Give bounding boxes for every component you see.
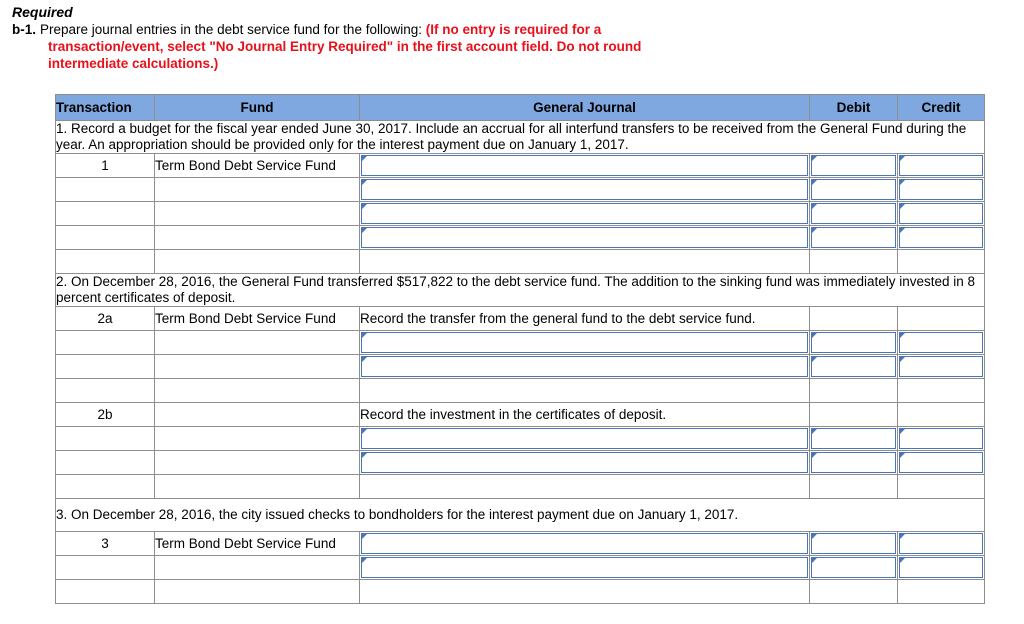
fund-name: Term Bond Debt Service Fund <box>155 307 360 331</box>
debit-field[interactable] <box>810 331 898 355</box>
table-row <box>56 331 985 355</box>
dropdown-marker-icon <box>811 203 818 210</box>
table-row <box>56 178 985 202</box>
dropdown-marker-icon <box>899 179 906 186</box>
account-field[interactable] <box>360 355 810 379</box>
account-field[interactable] <box>360 451 810 475</box>
debit-field[interactable] <box>810 355 898 379</box>
account-field[interactable] <box>360 202 810 226</box>
debit-field[interactable] <box>810 178 898 202</box>
credit-field[interactable] <box>898 202 985 226</box>
b1-instruction <box>12 21 712 38</box>
header-transaction: Transaction <box>56 95 155 121</box>
table-row <box>56 355 985 379</box>
account-field[interactable] <box>360 154 810 178</box>
transaction-number: 1 <box>56 154 155 178</box>
instructions <box>12 4 712 72</box>
dropdown-marker-icon <box>811 356 818 363</box>
debit-field[interactable] <box>810 556 898 580</box>
dropdown-marker-icon <box>899 155 906 162</box>
credit-field[interactable] <box>898 178 985 202</box>
fund-name: Term Bond Debt Service Fund <box>155 154 360 178</box>
account-field[interactable] <box>360 226 810 250</box>
dropdown-marker-icon <box>811 179 818 186</box>
dropdown-marker-icon <box>811 155 818 162</box>
header-general-journal: General Journal <box>360 95 810 121</box>
debit-field[interactable] <box>810 532 898 556</box>
table-row <box>56 202 985 226</box>
dropdown-marker-icon <box>811 227 818 234</box>
credit-field[interactable] <box>898 532 985 556</box>
dropdown-marker-icon <box>811 557 818 564</box>
header-debit: Debit <box>810 95 898 121</box>
table-row <box>56 307 985 331</box>
dropdown-marker-icon <box>899 428 906 435</box>
dropdown-marker-icon <box>899 203 906 210</box>
dropdown-marker-icon <box>361 332 368 339</box>
dropdown-marker-icon <box>811 533 818 540</box>
b1-red-note-2: transaction/event, select "No Journal Entry Required" in the first account field. Do not round <box>48 39 642 54</box>
table-row <box>56 427 985 451</box>
debit-field[interactable] <box>810 427 898 451</box>
dropdown-marker-icon <box>811 452 818 459</box>
table-row <box>56 154 985 178</box>
table-row <box>56 403 985 427</box>
table-row <box>56 580 985 604</box>
dropdown-marker-icon <box>361 452 368 459</box>
credit-field[interactable] <box>898 451 985 475</box>
transaction-number: 3 <box>56 532 155 556</box>
credit-field[interactable] <box>898 331 985 355</box>
transaction-2-description: 2. On December 28, 2016, the General Fund transferred $517,822 to the debt service fund. The addition to the sinking fund was immediately invested in 8 percent certificates of deposit. <box>56 274 985 307</box>
debit-field[interactable] <box>810 154 898 178</box>
fund-name: Term Bond Debt Service Fund <box>155 532 360 556</box>
account-field[interactable] <box>360 556 810 580</box>
table-row <box>56 556 985 580</box>
dropdown-marker-icon <box>361 557 368 564</box>
b1-label: b-1. <box>12 22 37 37</box>
dropdown-marker-icon <box>361 155 368 162</box>
memo-2b: Record the investment in the certificates of deposit. <box>360 403 810 427</box>
dropdown-marker-icon <box>899 533 906 540</box>
table-row <box>56 532 985 556</box>
dropdown-marker-icon <box>811 428 818 435</box>
dropdown-marker-icon <box>361 179 368 186</box>
account-field[interactable] <box>360 331 810 355</box>
table-row <box>56 250 985 274</box>
transaction-3-description: 3. On December 28, 2016, the city issued checks to bondholders for the interest payment due on January 1, 2017. <box>56 499 985 532</box>
account-field[interactable] <box>360 427 810 451</box>
b1-red-note-3: intermediate calculations.) <box>48 56 219 71</box>
dropdown-marker-icon <box>899 227 906 234</box>
dropdown-marker-icon <box>899 557 906 564</box>
debit-field[interactable] <box>810 202 898 226</box>
required-title: Required <box>12 4 73 20</box>
table-row <box>56 226 985 250</box>
credit-field[interactable] <box>898 427 985 451</box>
table-row <box>56 451 985 475</box>
table-row <box>56 379 985 403</box>
account-field[interactable] <box>360 178 810 202</box>
dropdown-marker-icon <box>899 356 906 363</box>
dropdown-marker-icon <box>361 203 368 210</box>
header-credit: Credit <box>898 95 985 121</box>
journal-table <box>55 94 985 604</box>
credit-field[interactable] <box>898 154 985 178</box>
dropdown-marker-icon <box>899 332 906 339</box>
credit-field[interactable] <box>898 226 985 250</box>
credit-field[interactable] <box>898 556 985 580</box>
transaction-1-description: 1. Record a budget for the fiscal year ended June 30, 2017. Include an accrual for all interfund transfers to be received from the General Fund during the year. An appropriation should be provided only for the interest payment due on January 1, 2017. <box>56 121 985 154</box>
dropdown-marker-icon <box>361 428 368 435</box>
dropdown-marker-icon <box>899 452 906 459</box>
dropdown-marker-icon <box>361 533 368 540</box>
dropdown-marker-icon <box>811 332 818 339</box>
dropdown-marker-icon <box>361 227 368 234</box>
credit-field[interactable] <box>898 355 985 379</box>
table-row <box>56 475 985 499</box>
debit-field[interactable] <box>810 451 898 475</box>
debit-field[interactable] <box>810 226 898 250</box>
account-field[interactable] <box>360 532 810 556</box>
header-fund: Fund <box>155 95 360 121</box>
b1-text: Prepare journal entries in the debt service fund for the following: <box>40 22 422 37</box>
memo-2a: Record the transfer from the general fund to the debt service fund. <box>360 307 810 331</box>
transaction-number: 2a <box>56 307 155 331</box>
transaction-number: 2b <box>56 403 155 427</box>
dropdown-marker-icon <box>361 356 368 363</box>
b1-red-note-1: (If no entry is required for a <box>425 22 602 37</box>
